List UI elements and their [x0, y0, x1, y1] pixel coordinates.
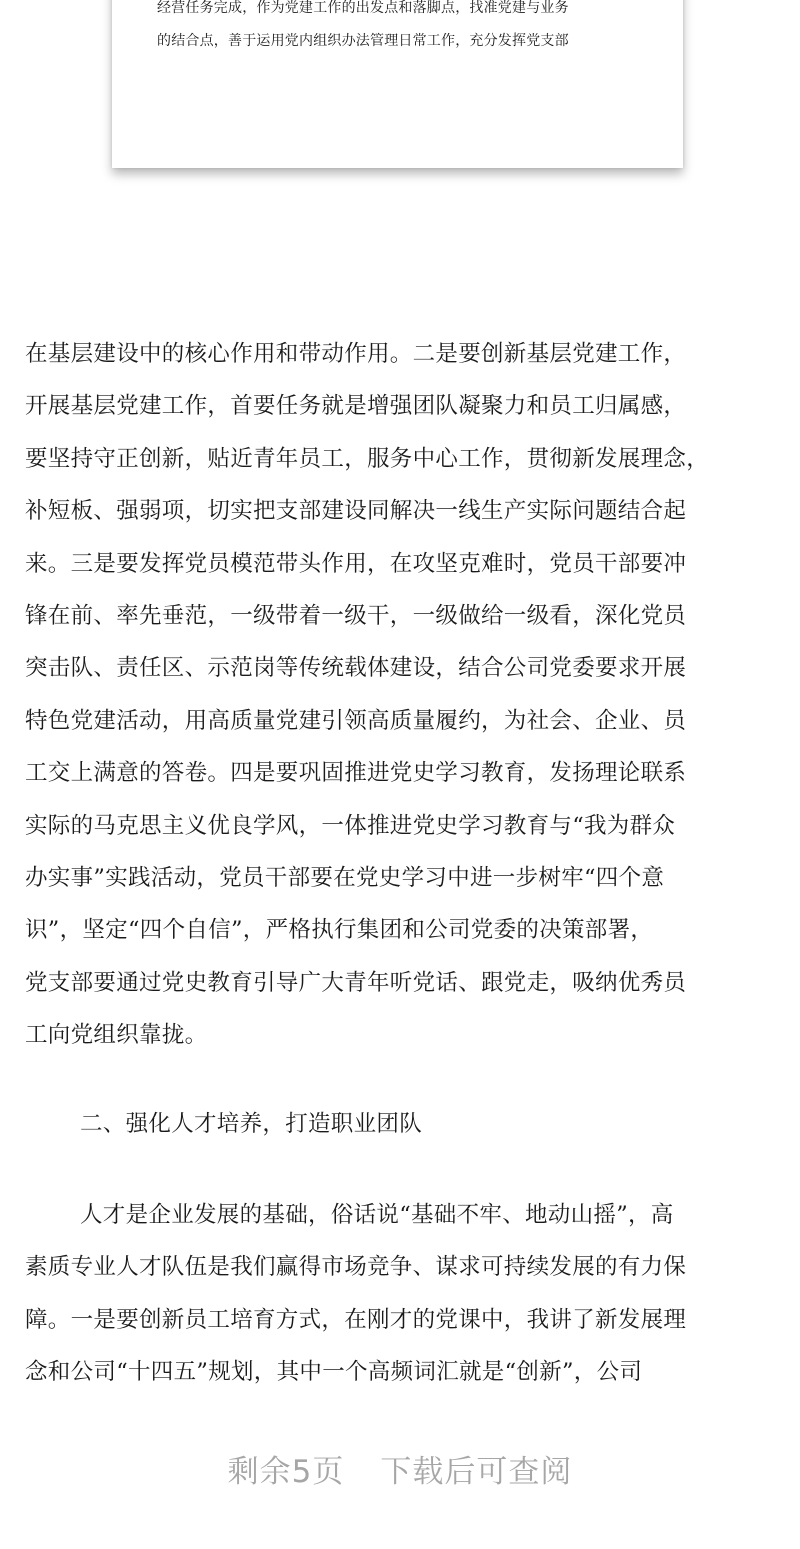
text-line: 突击队、责任区、示范岗等传统载体建设，结合公司党委要求开展 — [25, 655, 687, 682]
text-line: 念和公司“十四五”规划，其中一个高频词汇就是“创新”，公司 — [25, 1359, 643, 1386]
text-line: 锋在前、率先垂范，一级带着一级干，一级做给一级看，深化党员 — [25, 602, 687, 629]
text-line: 素质专业人才队伍是我们赢得市场竞争、谋求可持续发展的有力保 — [25, 1254, 687, 1281]
text-line: 来。三是要发挥党员模范带头作用，在攻坚克难时，党员干部要冲 — [25, 550, 687, 577]
text-line: 人才是企业发展的基础，俗话说“基础不牢、地动山摇”，高 — [80, 1202, 674, 1228]
text-line: 识”，坚定“四个自信”，严格执行集团和公司党委的决策部署， — [25, 917, 654, 944]
text-line: 在基层建设中的核心作用和带动作用。二是要创新基层党建工作， — [25, 341, 687, 367]
section-heading: 二、强化人才培养，打造职业团队 — [80, 1111, 423, 1137]
body-paragraph — [25, 328, 780, 1061]
text-line: 实际的马克思主义优良学风，一体推进党史学习教育与“我为群众 — [25, 812, 676, 839]
text-line: 特色党建活动，用高质量党建引领高质量履约，为社会、企业、员 — [25, 707, 687, 734]
text-line: 开展基层党建工作，首要任务就是增强团队凝聚力和员工归属感， — [25, 393, 687, 420]
remaining-pages-label: 剩余5页 — [227, 1454, 345, 1490]
text-line: 工向党组织靠拢。 — [25, 1022, 208, 1049]
section-paragraph — [25, 1189, 780, 1399]
text-line: 要坚持守正创新，贴近青年员工，服务中心工作，贯彻新发展理念， — [25, 445, 710, 472]
previous-page-card — [112, 0, 683, 168]
text-line: 办实事”实践活动，党员干部要在党史学习中进一步树牢“四个意 — [25, 864, 665, 891]
card-line: 经营任务完成，作为党建工作的出发点和落脚点，找准党建与业务 — [157, 0, 569, 16]
text-line: 补短板、强弱项，切实把支部建设同解决一线生产实际问题结合起 — [25, 498, 687, 525]
card-line: 的结合点，善于运用党内组织办法管理日常工作，充分发挥党支部 — [157, 33, 569, 49]
card-text — [157, 0, 647, 58]
text-line: 党支部要通过党史教育引导广大青年听党话、跟党走，吸纳优秀员 — [25, 969, 687, 996]
download-to-view-label: 下载后可查阅 — [380, 1454, 573, 1490]
text-line: 障。一是要创新员工培育方式，在刚才的党课中，我讲了新发展理 — [25, 1306, 687, 1333]
download-prompt[interactable] — [0, 1446, 800, 1491]
text-line: 工交上满意的答卷。四是要巩固推进党史学习教育，发扬理论联系 — [25, 760, 687, 787]
